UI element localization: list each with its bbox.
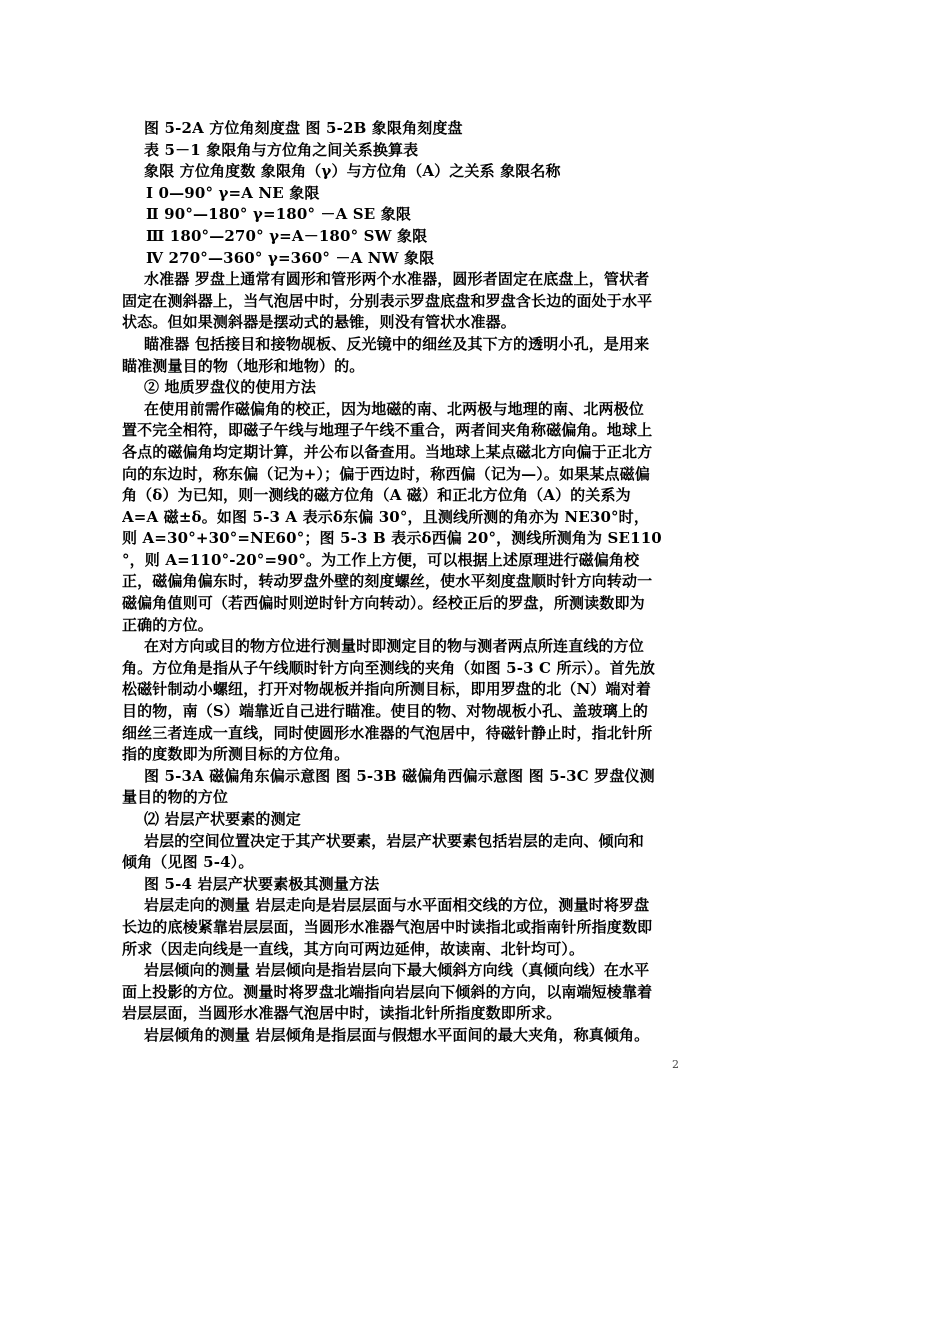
text-line: 长边的底棱紧靠岩层层面，当圆形水准器气泡居中时读指北或指南针所指度数即 [122,917,653,936]
text-line: °，则 A=110°-20°=90°。为工作上方便，可以根据上述原理进行磁偏角校 [122,550,640,569]
text-line: Ⅲ 180°—270° γ=A－180° SW 象限 [146,226,428,245]
text-line: 松磁针制动小螺纽，打开对物觇板并指向所测目标，即用罗盘的北（N）端对着 [122,680,651,699]
text-line: 岩层层面，当圆形水准器气泡居中时，读指北针所指度数即所求。 [122,1004,562,1023]
text-line: Ⅱ 90°—180° γ=180° －A SE 象限 [146,205,412,224]
document-body [122,118,690,1047]
text-line: 细丝三者连成一直线，同时使圆形水准器的气泡居中，待磁针静止时，指北针所 [122,723,653,742]
text-line: 水准器 罗盘上通常有圆形和管形两个水准器，圆形者固定在底盘上，管状者 [144,270,650,289]
text-line: 倾角（见图 5-4）。 [122,853,254,872]
text-line: 表 5－1 象限角与方位角之间关系换算表 [144,140,419,159]
text-line: 置不完全相符，即磁子午线与地理子午线不重合，两者间夹角称磁偏角。地球上 [122,421,653,440]
text-line: 目的物，南（S）端靠近自己进行瞄准。使目的物、对物觇板小孔、盖玻璃上的 [122,702,649,721]
text-line: 固定在测斜器上，当气泡居中时，分别表示罗盘底盘和罗盘含长边的面处于水平 [122,291,653,310]
text-line: 磁偏角值则可（若西偏时则逆时针方向转动）。经校正后的罗盘，所测读数即为 [122,594,645,613]
text-line: 岩层倾向的测量 岩层倾向是指岩层向下最大倾斜方向线（真倾向线）在水平 [144,961,650,980]
text-line: 面上投影的方位。测量时将罗盘北端指向岩层向下倾斜的方向，以南端短棱靠着 [122,982,653,1001]
text-line: 岩层倾角的测量 岩层倾角是指层面与假想水平面间的最大夹角，称真倾角。 [144,1025,650,1044]
text-line: 象限 方位角度数 象限角（γ）与方位角（A）之关系 象限名称 [144,162,561,181]
text-line: ⑵ 岩层产状要素的测定 [144,810,301,828]
text-line: 正，磁偏角偏东时，转动罗盘外壁的刻度螺丝，使水平刻度盘顺时针方向转动一 [122,572,653,591]
text-line: 所求（因走向线是一直线，其方向可两边延伸，故读南、北针均可）。 [122,939,585,958]
text-line: ② 地质罗盘仪的使用方法 [144,378,317,397]
text-line: 岩层走向的测量 岩层走向是岩层层面与水平面相交线的方位，测量时将罗盘 [144,896,650,915]
text-line: Ⅰ 0—90° γ=A NE 象限 [146,183,320,202]
text-line: 在对方向或目的物方位进行测量时即测定目的物与测者两点所连直线的方位 [144,637,644,656]
text-line: A=A 磁±δ。如图 5-3 A 表示δ东偏 30°，且测线所测的角亦为 NE30°时， [122,507,649,526]
text-line: 状态。但如果测斜器是摆动式的悬锥，则没有管状水准器。 [122,313,516,332]
text-line: 图 5-4 岩层产状要素极其测量方法 [144,874,380,893]
text-line: 岩层的空间位置决定于其产状要素，岩层产状要素包括岩层的走向、倾向和 [144,831,644,850]
page-number: 2 [672,1058,679,1071]
text-line: 各点的磁偏角均定期计算，并公布以备查用。当地球上某点磁北方向偏于正北方 [122,442,653,461]
text-line: 则 A=30°+30°=NE60°；图 5-3 B 表示δ西偏 20°，测线所测角为 SE110 [122,529,662,548]
text-line: 量目的物的方位 [122,788,229,807]
text-line: 向的东边时，称东偏（记为+）；偏于西边时，称西偏（记为—）。如果某点磁偏 [122,464,650,483]
text-line: 瞄准器 包括接目和接物觇板、反光镜中的细丝及其下方的透明小孔，是用来 [144,334,650,353]
text-line: 角（δ）为已知，则一测线的磁方位角（A 磁）和正北方位角（A）的关系为 [122,486,631,505]
text-line: Ⅳ 270°—360° γ=360° －A NW 象限 [146,248,435,267]
text-line: 指的度数即为所测目标的方位角。 [122,745,350,764]
text-line: 在使用前需作磁偏角的校正，因为地磁的南、北两极与地理的南、北两极位 [144,399,644,418]
text-line: 图 5-3A 磁偏角东偏示意图 图 5-3B 磁偏角西偏示意图 图 5-3C 罗盘仪测 [144,766,655,785]
text-line: 角。方位角是指从子午线顺时针方向至测线的夹角（如图 5-3 C 所示）。首先放 [122,658,656,677]
text-line: 瞄准测量目的物（地形和地物）的。 [122,356,365,375]
text-line: 图 5-2A 方位角刻度盘 图 5-2B 象限角刻度盘 [144,119,463,137]
text-line: 正确的方位。 [122,615,213,634]
